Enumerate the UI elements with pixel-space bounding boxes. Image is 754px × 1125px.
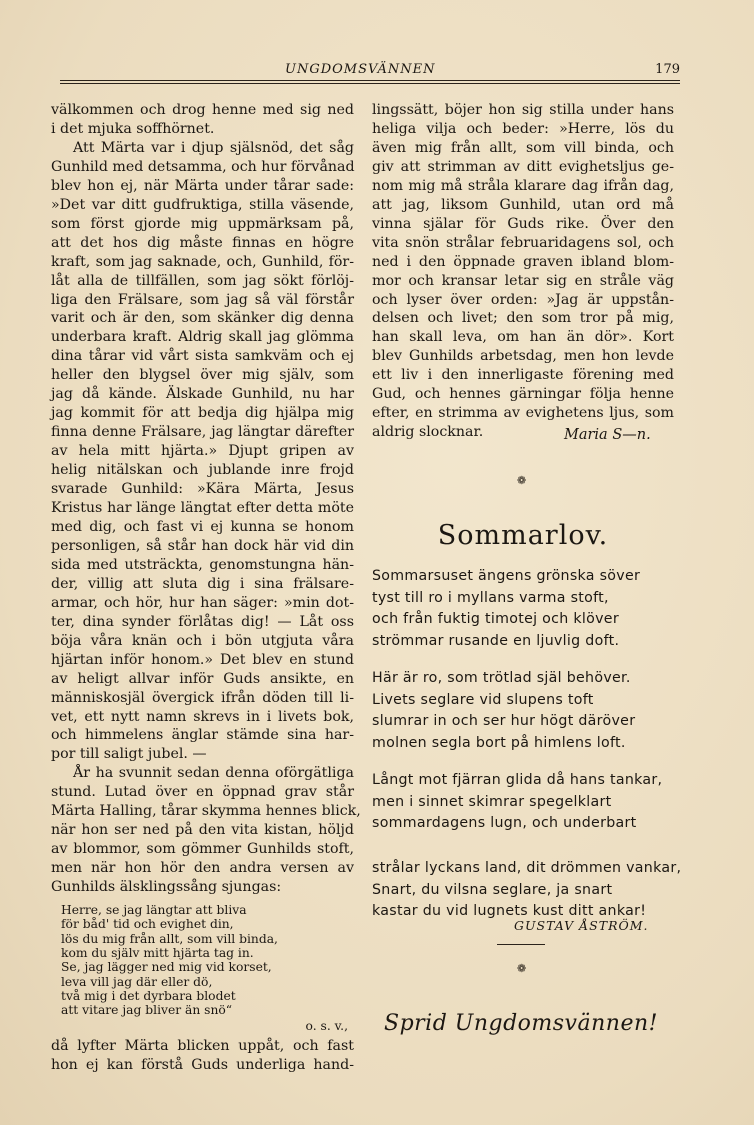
text-line: lingssätt, böjer hon sig stilla under hans bbox=[372, 102, 674, 118]
text-line: vet, ett nytt namn skrevs in i livets bok, bbox=[51, 708, 354, 725]
text-line: personligen, så står han dock här vid din bbox=[51, 537, 354, 554]
text-line: Kristus har länge längtat efter detta möte bbox=[51, 500, 354, 517]
text-line: och himmelens änglar stämde sina har- bbox=[51, 727, 354, 744]
poem-line: strålar lyckans land, dit drömmen vankar, bbox=[372, 860, 682, 876]
poem-line: slumrar in och ser hur högt däröver bbox=[372, 713, 636, 729]
poem-line: och från fuktig timotej och klöver bbox=[372, 611, 619, 627]
text-line: vita snön strålar februaridagens sol, och bbox=[372, 234, 674, 251]
short-rule bbox=[497, 944, 545, 945]
text-line: Gunhilds älsklingssång sjungas: bbox=[51, 879, 282, 896]
text-line: »Det var ditt gudfruktiga, stilla väsende, bbox=[51, 196, 354, 213]
text-line: stund. Lutad över en öppnad grav står bbox=[51, 784, 354, 801]
right-column bbox=[372, 101, 674, 442]
closing-slogan: Sprid Ungdomsvännen! bbox=[384, 1011, 658, 1036]
text-line: dina tårar vid vårt sista samkväm och ej bbox=[51, 348, 354, 365]
poem-stanza-2 bbox=[372, 668, 674, 754]
text-line: svarade Gunhild: »Kära Märta, Jesus bbox=[51, 481, 354, 498]
poem-line: tyst till ro i myllans varma stoft, bbox=[372, 589, 609, 606]
text-line: liga den Frälsare, som jag så väl förstår bbox=[51, 291, 354, 308]
header-rule bbox=[60, 80, 680, 81]
poem-line: Livets seglare vid slupens toft bbox=[372, 691, 594, 708]
hymn-line: för båd' tid och evighet din, bbox=[61, 917, 234, 932]
hymn-line: kom du själv mitt hjärta tag in. bbox=[61, 945, 254, 960]
text-line: blev hon ej, när Märta under tårar sade: bbox=[51, 177, 354, 194]
ornament-separator: ❁ bbox=[517, 962, 527, 975]
story-closing bbox=[51, 1037, 354, 1075]
hymn-quote bbox=[51, 903, 354, 1035]
text-line: han skall leva, om han än dör». Kort bbox=[372, 329, 674, 346]
text-line: att jag, liksom Gunhild, utan ord må bbox=[372, 196, 674, 213]
poem-line: men i sinnet skimrar spegelklart bbox=[372, 793, 612, 810]
hymn-line: att vitare jag bliver än snö“ bbox=[61, 1003, 233, 1018]
text-line: Gunhild med detsamma, och hur förvånad bbox=[51, 158, 355, 175]
poem-title: Sommarlov. bbox=[437, 520, 609, 551]
poem-stanza-3 bbox=[372, 770, 674, 835]
poem-line: kastar du vid lugnets kust ditt ankar! bbox=[372, 903, 647, 919]
text-line: vinna själar för Guds rike. Över den bbox=[372, 215, 674, 232]
text-line: der, villig att sluta dig i sina frälsare- bbox=[51, 575, 354, 592]
poem-line: Långt mot fjärran glida då hans tankar, bbox=[372, 772, 663, 788]
text-line: välkommen och drog henne med sig ned bbox=[51, 102, 354, 118]
text-line: människosjäl övergick ifrån döden till li- bbox=[51, 689, 354, 706]
text-line: kraft, som jag saknade, och, Gunhild, för- bbox=[51, 253, 354, 270]
poem-line: Snart, du vilsna seglare, ja snart bbox=[372, 881, 613, 898]
text-line: underbara kraft. Aldrig skall jag glömma bbox=[51, 329, 354, 346]
left-column bbox=[51, 101, 361, 1075]
author-signature: Maria S—n. bbox=[564, 427, 651, 443]
text-line: aldrig slocknar. bbox=[372, 424, 484, 441]
page-number: 179 bbox=[655, 62, 680, 77]
hymn-line: leva vill jag där eller dö, bbox=[61, 974, 213, 989]
poem-line: sommardagens lugn, och underbart bbox=[372, 815, 637, 831]
poem-line: strömmar rusande en ljuvlig doft. bbox=[372, 632, 620, 649]
story-text-left bbox=[51, 101, 361, 897]
text-line: jag kommit för att bedja dig hjälpa mig bbox=[51, 405, 354, 422]
text-line: men när hon hör den andra versen av bbox=[51, 860, 354, 877]
text-line: helig nitälskan och jublande inre frojd bbox=[51, 462, 354, 479]
text-line: ett liv i den innerligaste förening med bbox=[372, 367, 674, 384]
text-line: som först gjorde mig uppmärksam på, bbox=[51, 215, 354, 232]
text-line: jag då kände. Älskade Gunhild, nu har bbox=[51, 386, 354, 403]
text-line: mor och kransar letar sig en stråle väg bbox=[372, 272, 674, 289]
text-line: i det mjuka soffhörnet. bbox=[51, 120, 215, 137]
hymn-line: två mig i det dyrbara blodet bbox=[61, 988, 236, 1003]
text-line: och lyser över orden: »Jag är uppstån- bbox=[372, 291, 674, 308]
text-line: att det hos dig måste finnas en högre bbox=[51, 234, 354, 251]
text-line: Att Märta var i djup själsnöd, det såg bbox=[73, 139, 354, 156]
poem-stanza-1 bbox=[372, 566, 674, 652]
text-line: heliga vilja och beder: »Herre, lös du bbox=[372, 120, 674, 137]
text-line: av hela mitt hjärta.» Djupt gripen av bbox=[51, 443, 354, 460]
text-line: av heligt allvar inför Guds ansikte, en bbox=[51, 670, 354, 687]
poem-stanza-4 bbox=[372, 858, 682, 923]
text-line: Gud, och hennes gärningar följa henne bbox=[372, 386, 674, 403]
text-line: sida med utsträckta, genomstungna hän- bbox=[51, 556, 354, 573]
text-line: varit och är den, som skänker dig denna bbox=[51, 310, 354, 327]
text-line: År ha svunnit sedan denna oförgätliga bbox=[73, 765, 354, 782]
text-line: hon ej kan förstå Guds underliga hand- bbox=[51, 1057, 354, 1074]
hymn-line: lös du mig från allt, som vill binda, bbox=[61, 931, 278, 946]
hymn-line: Herre, se jag längtar att bliva bbox=[61, 903, 247, 918]
ornament-separator: ❁ bbox=[517, 474, 527, 487]
text-line: nom mig må stråla klarare dag ifrån dag, bbox=[372, 177, 674, 194]
text-line: armar, och hör, hur han säger: »min dot- bbox=[51, 594, 354, 611]
text-line: böja våra knän och i bön utgjuta våra bbox=[51, 632, 354, 649]
text-line: blev Gunhilds arbetsdag, men hon levde bbox=[372, 348, 674, 365]
poem-line: Sommarsuset ängens grönska söver bbox=[372, 568, 641, 584]
text-line: por till saligt jubel. — bbox=[51, 746, 207, 763]
text-line: även mig från allt, som vill binda, och bbox=[372, 139, 674, 156]
text-line: låt alla de tillfällen, som jag sökt förlöj- bbox=[51, 272, 354, 289]
text-line: av blommor, som gömmer Gunhilds stoft, bbox=[51, 841, 354, 858]
text-line: delsen och livet; den som tror på mig, bbox=[372, 310, 674, 327]
text-line: ter, dina synder förlåtas dig! — Låt oss bbox=[51, 613, 354, 630]
text-line: efter, en strimma av evighetens ljus, som bbox=[372, 405, 674, 422]
text-line: när hon ser ned på den vita kistan, höljd bbox=[51, 822, 354, 839]
text-line: finna denne Frälsare, jag längtar därefter bbox=[51, 424, 354, 441]
poem-line: Här är ro, som trötlad själ behöver. bbox=[372, 670, 631, 686]
journal-title: UNGDOMSVÄNNEN bbox=[285, 62, 436, 77]
poet-name: GUSTAV ÅSTRÖM. bbox=[514, 918, 649, 933]
text-line: Märta Halling, tårar skymma hennes blick, bbox=[51, 803, 361, 820]
text-line: heller den blygsel över mig själv, som bbox=[51, 367, 354, 384]
text-line: ned i den öppnade graven ibland blom- bbox=[372, 253, 674, 270]
text-line: giv att strimman av ditt evighetsljus ge- bbox=[372, 158, 674, 175]
text-line: då lyfter Märta blicken uppåt, och fast bbox=[51, 1038, 354, 1055]
text-line: hjärtan inför honom.» Det blev en stund bbox=[51, 651, 354, 668]
header-rule-double bbox=[60, 83, 680, 84]
poem-line: molnen segla bort på himlens loft. bbox=[372, 734, 626, 751]
text-line: med dig, och fast vi ej kunna se honom bbox=[51, 518, 354, 535]
hymn-line: Se, jag lägger ned mig vid korset, bbox=[61, 960, 272, 975]
hymn-etc: o. s. v., bbox=[305, 1019, 348, 1034]
